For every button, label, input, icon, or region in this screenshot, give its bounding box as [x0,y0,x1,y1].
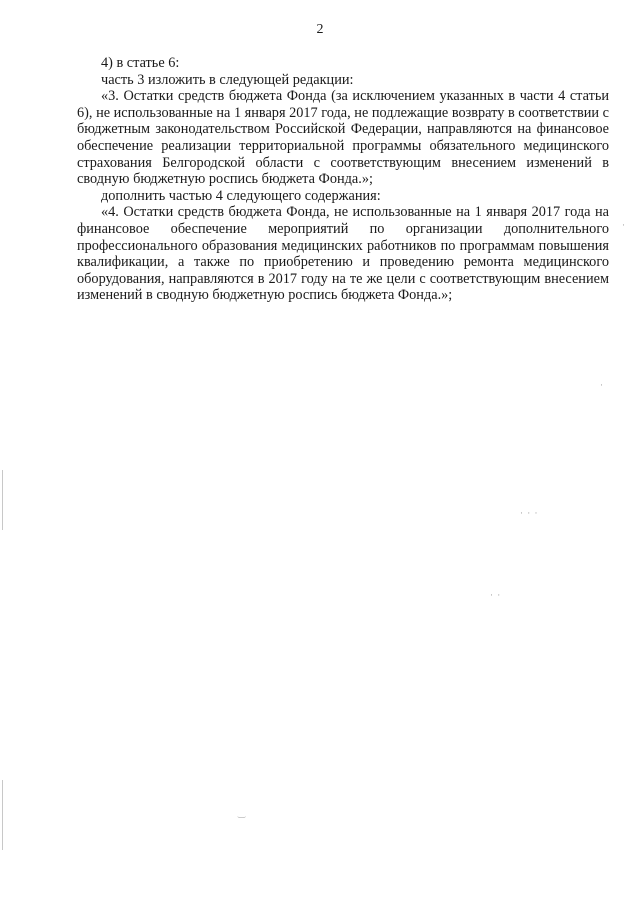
paragraph-instruction-part-4: дополнить частью 4 следующего содержания: [101,187,381,204]
paragraph-instruction-part-3: часть 3 изложить в следующей редакции: [101,71,354,88]
document-body [77,55,609,304]
paragraph-part-4-text: «4. Остатки средств бюджета Фонда, не использованные на 1 января 2017 года на финансовое обеспечение мероприятий по организации дополнительного профессионального образования медицинских работников по программам повышения квалификации, а также по приобретению и проведению ремонта медицинского оборудования, направляются в 2017 году на те же цели с соответствующим внесением изменений в сводную бюджетную роспись бюджета Фонда.»; [77,204,609,304]
scan-speck: · · · [520,508,539,518]
scan-speck: · · [490,590,502,600]
scan-speck: · [600,380,604,390]
scan-speck: ‿ [238,808,247,818]
scan-speck: · [622,220,626,230]
scan-edge-line [2,470,3,530]
paragraph-part-3-text: «3. Остатки средств бюджета Фонда (за исключением указанных в части 4 статьи 6), не использованные на 1 января 2017 года, не подлежащие возврату в соответствии с бюджетным законодательством Российской Федерации, направляются на финансовое обеспечение реализации территориальной программы обязательного медицинского страхования Белгородской области с соответствующим внесением изменений в сводную бюджетную роспись бюджета Фонда.»; [77,88,609,188]
paragraph-amendment-item: 4) в статье 6: [101,55,180,71]
page-number: 2 [316,22,324,37]
scan-edge-line [2,780,3,850]
